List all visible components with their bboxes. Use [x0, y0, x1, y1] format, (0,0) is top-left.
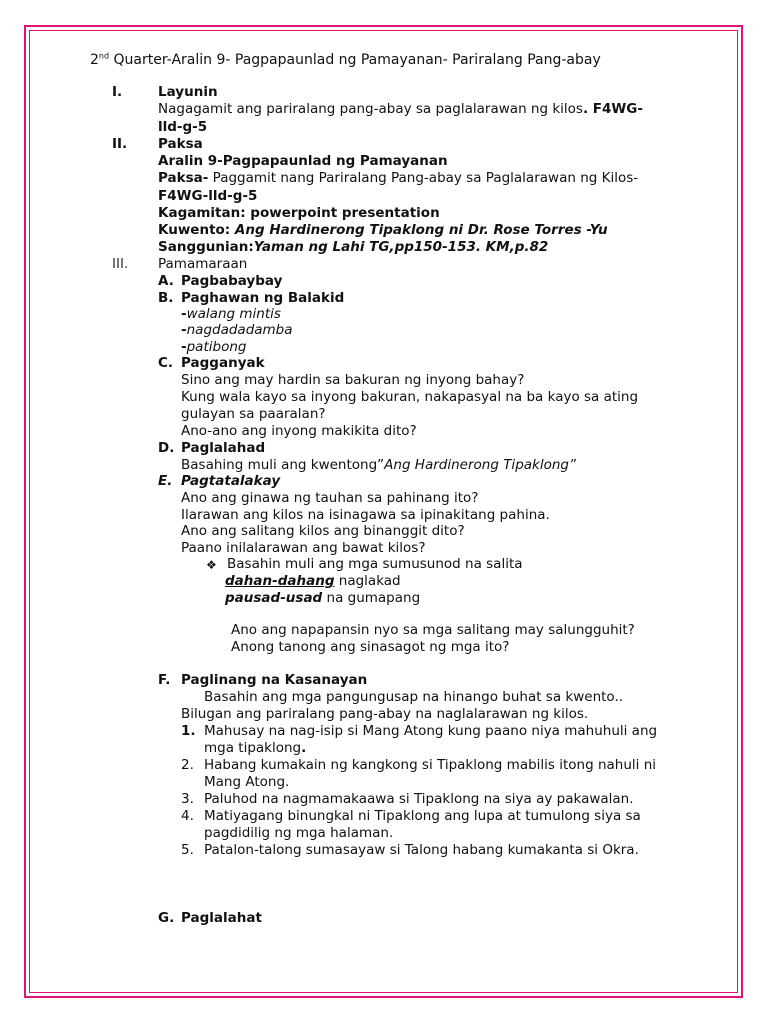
letter-b: B. [158, 290, 174, 306]
list-number: 5. [181, 842, 194, 858]
title-pagganyak: Pagganyak [181, 355, 265, 371]
example-word-line: pausad-usad na gumapang [225, 590, 421, 606]
balakid-item: -patibong [181, 339, 247, 355]
aralin-line: Aralin 9-Pagpapaunlad ng Pamayanan [158, 153, 448, 169]
question-line: Anong tanong ang sinasagot ng mga ito? [231, 639, 510, 655]
layunin-text-line2: lld-g-5 [158, 119, 208, 135]
letter-d: D. [158, 440, 175, 456]
letter-e: E. [158, 473, 173, 489]
pagganyak-line: gulayan sa paaralan? [181, 406, 326, 422]
pagganyak-line: Ano-ano ang inyong makikita dito? [181, 423, 417, 439]
title-paglinang: Paglinang na Kasanayan [181, 672, 368, 688]
pagtatalakay-line: Ilarawan ang kilos na isinagawa sa ipinakitang pahina. [181, 507, 550, 523]
list-item-text: Habang kumakain ng kangkong si Tipaklong mabilis itong nahuli ni [204, 757, 656, 773]
example-word-line: dahan-dahang naglakad [225, 573, 401, 589]
title-paglalahad: Paglalahad [181, 440, 266, 456]
pagganyak-line: Kung wala kayo sa inyong bakuran, nakapasyal na ba kayo sa ating [181, 389, 639, 405]
paksa-code: F4WG-lld-g-5 [158, 188, 258, 204]
paglinang-intro: Bilugan ang pariralang pang-abay na naglalarawan ng kilos. [181, 706, 589, 722]
title-pagtatalakay: Pagtatalakay [181, 473, 281, 489]
kuwento-line: Kuwento: Ang Hardinerong Tipaklong ni Dr. Rose Torres -Yu [158, 222, 608, 238]
heading-paksa: Paksa [158, 136, 203, 152]
list-item-text: Mang Atong. [204, 774, 290, 790]
letter-c: C. [158, 355, 174, 371]
balakid-item: -nagdadadamba [181, 322, 293, 338]
kagamitan-line: Kagamitan: powerpoint presentation [158, 205, 440, 221]
layunin-text-line1: Nagagamit ang pariralang pang-abay sa paglalarawan ng kilos. F4WG- [158, 101, 643, 117]
list-item-text: Mahusay na nag-isip si Mang Atong kung paano niya mahuhuli ang [204, 723, 658, 739]
letter-f: F. [158, 672, 171, 688]
list-number: 1. [181, 723, 196, 739]
paksa-line: Paksa- Paggamit nang Pariralang Pang-abay sa Paglalarawan ng Kilos- [158, 170, 639, 186]
title-paglalahat: Paglalahat [181, 910, 262, 926]
bullet-text: Basahin muli ang mga sumusunod na salita [227, 556, 523, 572]
list-item-text: mga tipaklong. [204, 740, 307, 756]
page-title: 2nd Quarter-Aralin 9- Pagpapaunlad ng Pamayanan- Pariralang Pang-abay [90, 51, 601, 68]
list-item-text: Patalon-talong sumasayaw si Talong habang kumakanta si Okra. [204, 842, 639, 858]
list-number: 2. [181, 757, 194, 773]
list-number: 3. [181, 791, 194, 807]
numeral-three: III. [112, 256, 129, 272]
heading-layunin: Layunin [158, 84, 218, 100]
paglinang-intro: Basahin ang mga pangungusap na hinango buhat sa kwento.. [204, 689, 624, 705]
pagtatalakay-line: Paano inilalarawan ang bawat kilos? [181, 540, 426, 556]
letter-g: G. [158, 910, 175, 926]
balakid-item: -walang mintis [181, 306, 281, 322]
list-item-text: Paluhod na nagmamakaawa si Tipaklong na siya ay pakawalan. [204, 791, 634, 807]
title-paghawan: Paghawan ng Balakid [181, 290, 345, 306]
letter-a: A. [158, 273, 174, 289]
numeral-one: I. [112, 84, 123, 100]
list-number: 4. [181, 808, 194, 824]
heading-pamamaraan: Pamamaraan [158, 256, 248, 272]
pagganyak-line: Sino ang may hardin sa bakuran ng inyong bahay? [181, 372, 525, 388]
pagtatalakay-line: Ano ang ginawa ng tauhan sa pahinang ito? [181, 490, 479, 506]
list-item-text: Matiyagang binungkal ni Tipaklong ang lupa at tumulong siya sa [204, 808, 641, 824]
paglalahad-line: Basahing muli ang kwentong”Ang Hardinerong Tipaklong” [181, 457, 576, 473]
question-line: Ano ang napapansin nyo sa mga salitang may salungguhit? [231, 622, 635, 638]
list-item-text: pagdidilig ng mga halaman. [204, 825, 394, 841]
title-pagbabaybay: Pagbabaybay [181, 273, 283, 289]
pagtatalakay-line: Ano ang salitang kilos ang binanggit dito? [181, 523, 465, 539]
numeral-two: II. [112, 136, 128, 152]
diamond-bullet-icon: ❖ [206, 558, 217, 572]
sanggunian-line: Sanggunian:Yaman ng Lahi TG,pp150-153. KM,p.82 [158, 239, 549, 255]
